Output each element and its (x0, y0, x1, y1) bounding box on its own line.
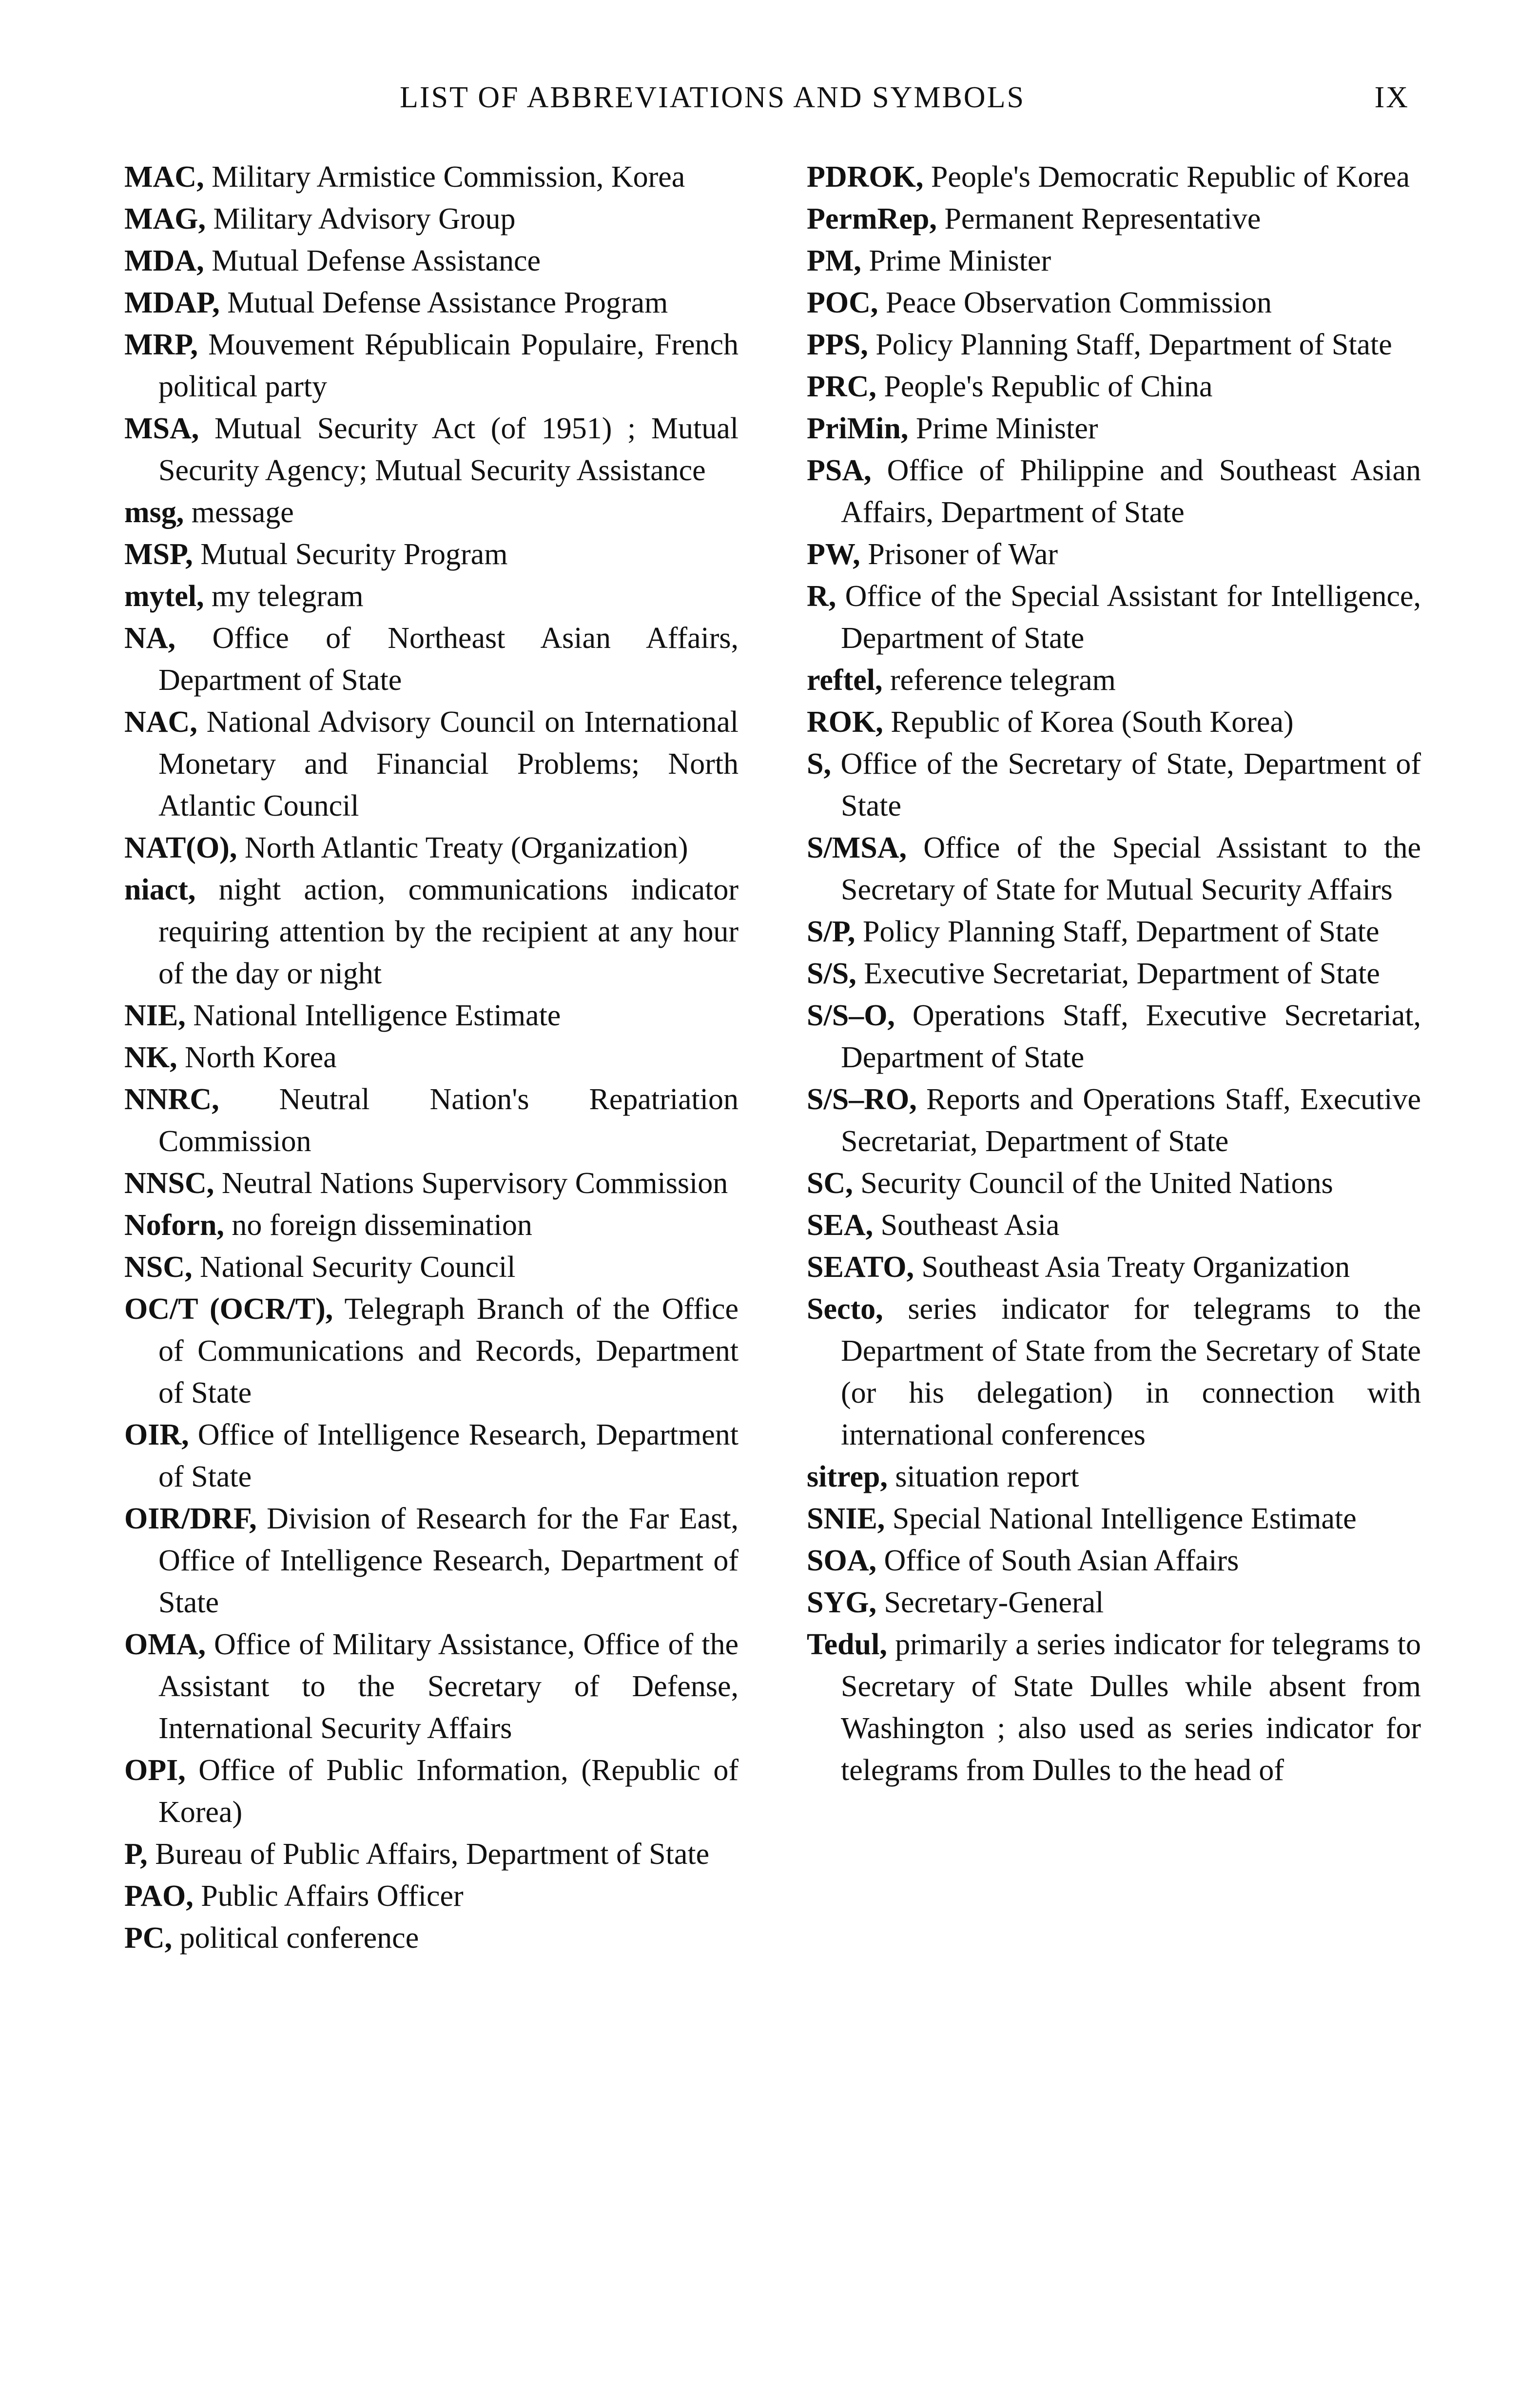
abbreviation-definition: Policy Planning Staff, Department of State (855, 915, 1380, 948)
abbreviation-term: Secto, (807, 1292, 883, 1326)
abbreviation-definition: Mutual Security Act (of 1951) ; Mutual Security Agency; Mutual Security Assistance (158, 412, 739, 487)
abbreviation-entry (124, 1246, 739, 1288)
abbreviation-entry (807, 156, 1421, 198)
abbreviation-entry (807, 1078, 1421, 1162)
abbreviation-definition: night action, communications indicator requiring attention by the recipient at any hour of the day or night (158, 873, 739, 990)
abbreviation-entry (807, 408, 1421, 450)
abbreviation-entry (807, 198, 1421, 240)
abbreviation-entry (807, 701, 1421, 743)
abbreviation-definition: People's Democratic Republic of Korea (923, 160, 1410, 194)
abbreviation-definition: Office of the Special Assistant for Intelligence, Department of State (836, 580, 1421, 655)
abbreviation-term: OMA, (124, 1628, 206, 1661)
abbreviation-entry (807, 1582, 1421, 1624)
abbreviation-term: MAG, (124, 202, 206, 235)
abbreviation-entry (807, 1540, 1421, 1582)
abbreviation-entry (124, 827, 739, 869)
abbreviation-definition: Neutral Nation's Repatriation Commission (158, 1083, 739, 1158)
abbreviation-definition: Bureau of Public Affairs, Department of State (147, 1838, 710, 1871)
abbreviation-definition: Office of Military Assistance, Office of the Assistant to the Secretary of Defense, International Security Affairs (158, 1628, 739, 1745)
abbreviation-entry (807, 995, 1421, 1078)
abbreviation-term: reftel, (807, 664, 883, 697)
abbreviation-term: S/S–O, (807, 999, 895, 1032)
abbreviation-term: sitrep, (807, 1460, 888, 1493)
abbreviation-entry (807, 450, 1421, 533)
abbreviation-entry (124, 1749, 739, 1833)
abbreviation-term: PPS, (807, 328, 868, 361)
abbreviation-entry (807, 575, 1421, 659)
abbreviation-entry (124, 1875, 739, 1917)
abbreviation-definition: Office of the Special Assistant to the Secretary of State for Mutual Security Affairs (841, 831, 1421, 906)
abbreviation-entry (124, 240, 739, 282)
abbreviation-entry (807, 240, 1421, 282)
abbreviation-definition: Public Affairs Officer (193, 1879, 464, 1913)
abbreviation-entry (124, 1917, 739, 1959)
abbreviation-entry (807, 659, 1421, 701)
abbreviation-entry (124, 1498, 739, 1624)
abbreviation-entry (124, 575, 739, 617)
abbreviation-entry (807, 1288, 1421, 1456)
abbreviation-term: Noforn, (124, 1209, 224, 1242)
abbreviation-term: S/P, (807, 915, 855, 948)
abbreviation-entry (124, 156, 739, 198)
abbreviation-definition: Security Council of the United Nations (853, 1167, 1333, 1200)
abbreviation-term: ROK, (807, 705, 883, 739)
abbreviation-term: SNIE, (807, 1502, 885, 1535)
abbreviation-definition: Mutual Defense Assistance Program (219, 286, 668, 319)
abbreviation-term: NK, (124, 1041, 177, 1074)
abbreviation-term: Tedul, (807, 1628, 887, 1661)
right-column (807, 156, 1421, 1791)
running-head (124, 73, 1409, 122)
abbreviation-definition: Executive Secretariat, Department of State (856, 957, 1380, 990)
abbreviation-definition: Telegraph Branch of the Office of Communications and Records, Department of State (158, 1292, 739, 1410)
abbreviation-definition: primarily a series indicator for telegrams to Secretary of State Dulles while absent from Washington ; also used as series indicator for telegrams from Dulles to the head of (841, 1628, 1421, 1787)
abbreviation-term: SYG, (807, 1586, 876, 1619)
abbreviation-definition: Permanent Representative (936, 202, 1261, 235)
abbreviation-entry (124, 995, 739, 1037)
abbreviation-term: SOA, (807, 1544, 876, 1577)
abbreviation-entry (124, 491, 739, 533)
abbreviation-definition: Policy Planning Staff, Department of State (868, 328, 1392, 361)
abbreviation-term: MAC, (124, 160, 204, 194)
abbreviation-definition: Military Advisory Group (206, 202, 516, 235)
abbreviation-term: NSC, (124, 1251, 193, 1284)
abbreviation-entry (124, 1078, 739, 1162)
abbreviation-definition: Prisoner of War (860, 538, 1058, 571)
abbreviation-definition: message (184, 496, 294, 529)
abbreviation-term: S/MSA, (807, 831, 907, 864)
abbreviation-term: OIR, (124, 1418, 189, 1451)
abbreviation-term: NNSC, (124, 1167, 214, 1200)
abbreviation-definition: Operations Staff, Executive Secretariat, Department of State (841, 999, 1421, 1074)
abbreviation-term: PW, (807, 538, 860, 571)
abbreviation-definition: National Security Council (192, 1251, 516, 1284)
abbreviation-definition: Southeast Asia Treaty Organization (914, 1251, 1350, 1284)
abbreviation-term: MRP, (124, 328, 198, 361)
abbreviation-definition: series indicator for telegrams to the Department of State from the Secretary of State (or his delegation) in connection with international conferences (841, 1292, 1421, 1451)
abbreviation-entry (124, 324, 739, 408)
abbreviation-definition: Office of Intelligence Research, Department of State (158, 1418, 739, 1493)
abbreviation-term: NAC, (124, 705, 197, 739)
abbreviation-definition: Southeast Asia (873, 1209, 1060, 1242)
abbreviation-entry (124, 1162, 739, 1204)
abbreviation-entry (807, 1204, 1421, 1246)
abbreviation-entry (124, 408, 739, 491)
abbreviation-entry (124, 198, 739, 240)
abbreviation-definition: situation report (887, 1460, 1079, 1493)
abbreviation-term: P, (124, 1838, 148, 1871)
abbreviation-entry (124, 1414, 739, 1498)
running-title: LIST OF ABBREVIATIONS AND SYMBOLS (400, 81, 1025, 114)
abbreviation-term: mytel, (124, 580, 204, 613)
abbreviation-entry (124, 1204, 739, 1246)
abbreviation-definition: Secretary-General (876, 1586, 1104, 1619)
left-column (124, 156, 739, 1959)
abbreviation-entry (807, 324, 1421, 366)
abbreviation-term: PM, (807, 244, 861, 277)
abbreviation-definition: North Korea (177, 1041, 337, 1074)
abbreviation-entry (124, 869, 739, 995)
abbreviation-term: msg, (124, 496, 184, 529)
abbreviation-term: NNRC, (124, 1083, 219, 1116)
abbreviation-term: OPI, (124, 1754, 186, 1787)
abbreviation-definition: Office of Northeast Asian Affairs, Department of State (158, 622, 739, 697)
abbreviation-term: PermRep, (807, 202, 937, 235)
abbreviation-definition: political conference (172, 1921, 419, 1955)
abbreviation-entry (807, 282, 1421, 324)
abbreviation-definition: Prime Minister (861, 244, 1051, 277)
abbreviation-entry (124, 282, 739, 324)
abbreviation-definition: National Intelligence Estimate (185, 999, 561, 1032)
abbreviation-entry (124, 1833, 739, 1875)
abbreviation-term: S/S, (807, 957, 856, 990)
abbreviation-definition: Prime Minister (908, 412, 1098, 445)
abbreviation-definition: Mutual Defense Assistance (204, 244, 541, 277)
abbreviation-term: PRC, (807, 370, 876, 403)
abbreviation-term: PAO, (124, 1879, 194, 1913)
abbreviation-term: OC/T (OCR/T), (124, 1292, 333, 1326)
abbreviation-definition: North Atlantic Treaty (Organization) (237, 831, 688, 864)
abbreviation-entry (124, 1624, 739, 1749)
abbreviation-term: MDAP, (124, 286, 220, 319)
abbreviation-term: PC, (124, 1921, 173, 1955)
abbreviation-definition: Office of South Asian Affairs (876, 1544, 1239, 1577)
page-number: IX (1374, 81, 1409, 114)
abbreviation-definition: Division of Research for the Far East, Office of Intelligence Research, Department of State (158, 1502, 739, 1619)
abbreviation-term: POC, (807, 286, 878, 319)
abbreviation-term: R, (807, 580, 836, 613)
abbreviation-term: NIE, (124, 999, 186, 1032)
abbreviation-definition: no foreign dissemination (224, 1209, 532, 1242)
abbreviation-term: NA, (124, 622, 176, 655)
abbreviation-term: SEATO, (807, 1251, 914, 1284)
abbreviation-term: MSA, (124, 412, 199, 445)
abbreviation-definition: Office of Public Information, (Republic of Korea) (158, 1754, 739, 1829)
abbreviation-definition: People's Republic of China (876, 370, 1213, 403)
abbreviation-term: PriMin, (807, 412, 909, 445)
abbreviation-entry (807, 1498, 1421, 1540)
abbreviation-term: S, (807, 747, 831, 781)
abbreviation-entry (807, 533, 1421, 575)
abbreviation-term: PDROK, (807, 160, 924, 194)
abbreviation-definition: Military Armistice Commission, Korea (204, 160, 685, 194)
abbreviation-definition: Office of Philippine and Southeast Asian Affairs, Department of State (841, 454, 1421, 529)
abbreviation-term: SEA, (807, 1209, 874, 1242)
abbreviation-definition: Peace Observation Commission (878, 286, 1272, 319)
abbreviation-term: NAT(O), (124, 831, 237, 864)
abbreviation-definition: my telegram (204, 580, 364, 613)
abbreviation-term: OIR/DRF, (124, 1502, 257, 1535)
abbreviation-entry (124, 701, 739, 827)
abbreviation-term: S/S–RO, (807, 1083, 917, 1116)
abbreviation-entry (807, 1624, 1421, 1791)
abbreviation-term: MDA, (124, 244, 204, 277)
abbreviation-entry (807, 743, 1421, 827)
abbreviation-definition: Reports and Operations Staff, Executive Secretariat, Department of State (841, 1083, 1421, 1158)
abbreviation-entry (124, 533, 739, 575)
abbreviation-term: SC, (807, 1167, 853, 1200)
abbreviation-entry (807, 953, 1421, 995)
abbreviation-entry (807, 827, 1421, 911)
abbreviation-definition: Office of the Secretary of State, Department of State (831, 747, 1421, 822)
abbreviation-entry (807, 1246, 1421, 1288)
abbreviation-definition: Mutual Security Program (193, 538, 508, 571)
abbreviation-entry (124, 1288, 739, 1414)
abbreviation-term: PSA, (807, 454, 872, 487)
abbreviation-entry (807, 1162, 1421, 1204)
abbreviation-definition: Republic of Korea (South Korea) (883, 705, 1294, 739)
abbreviation-definition: Mouvement Républicain Populaire, French political party (158, 328, 739, 403)
abbreviation-entry (124, 617, 739, 701)
abbreviation-entry (807, 1456, 1421, 1498)
abbreviation-definition: Neutral Nations Supervisory Commission (214, 1167, 728, 1200)
abbreviation-entry (807, 366, 1421, 408)
abbreviation-term: MSP, (124, 538, 193, 571)
abbreviation-term: niact, (124, 873, 196, 906)
abbreviation-entry (807, 911, 1421, 953)
abbreviation-definition: Special National Intelligence Estimate (885, 1502, 1357, 1535)
abbreviation-definition: reference telegram (882, 664, 1116, 697)
abbreviation-definition: National Advisory Council on International Monetary and Financial Problems; North Atlantic Council (158, 705, 739, 822)
abbreviation-entry (124, 1037, 739, 1078)
